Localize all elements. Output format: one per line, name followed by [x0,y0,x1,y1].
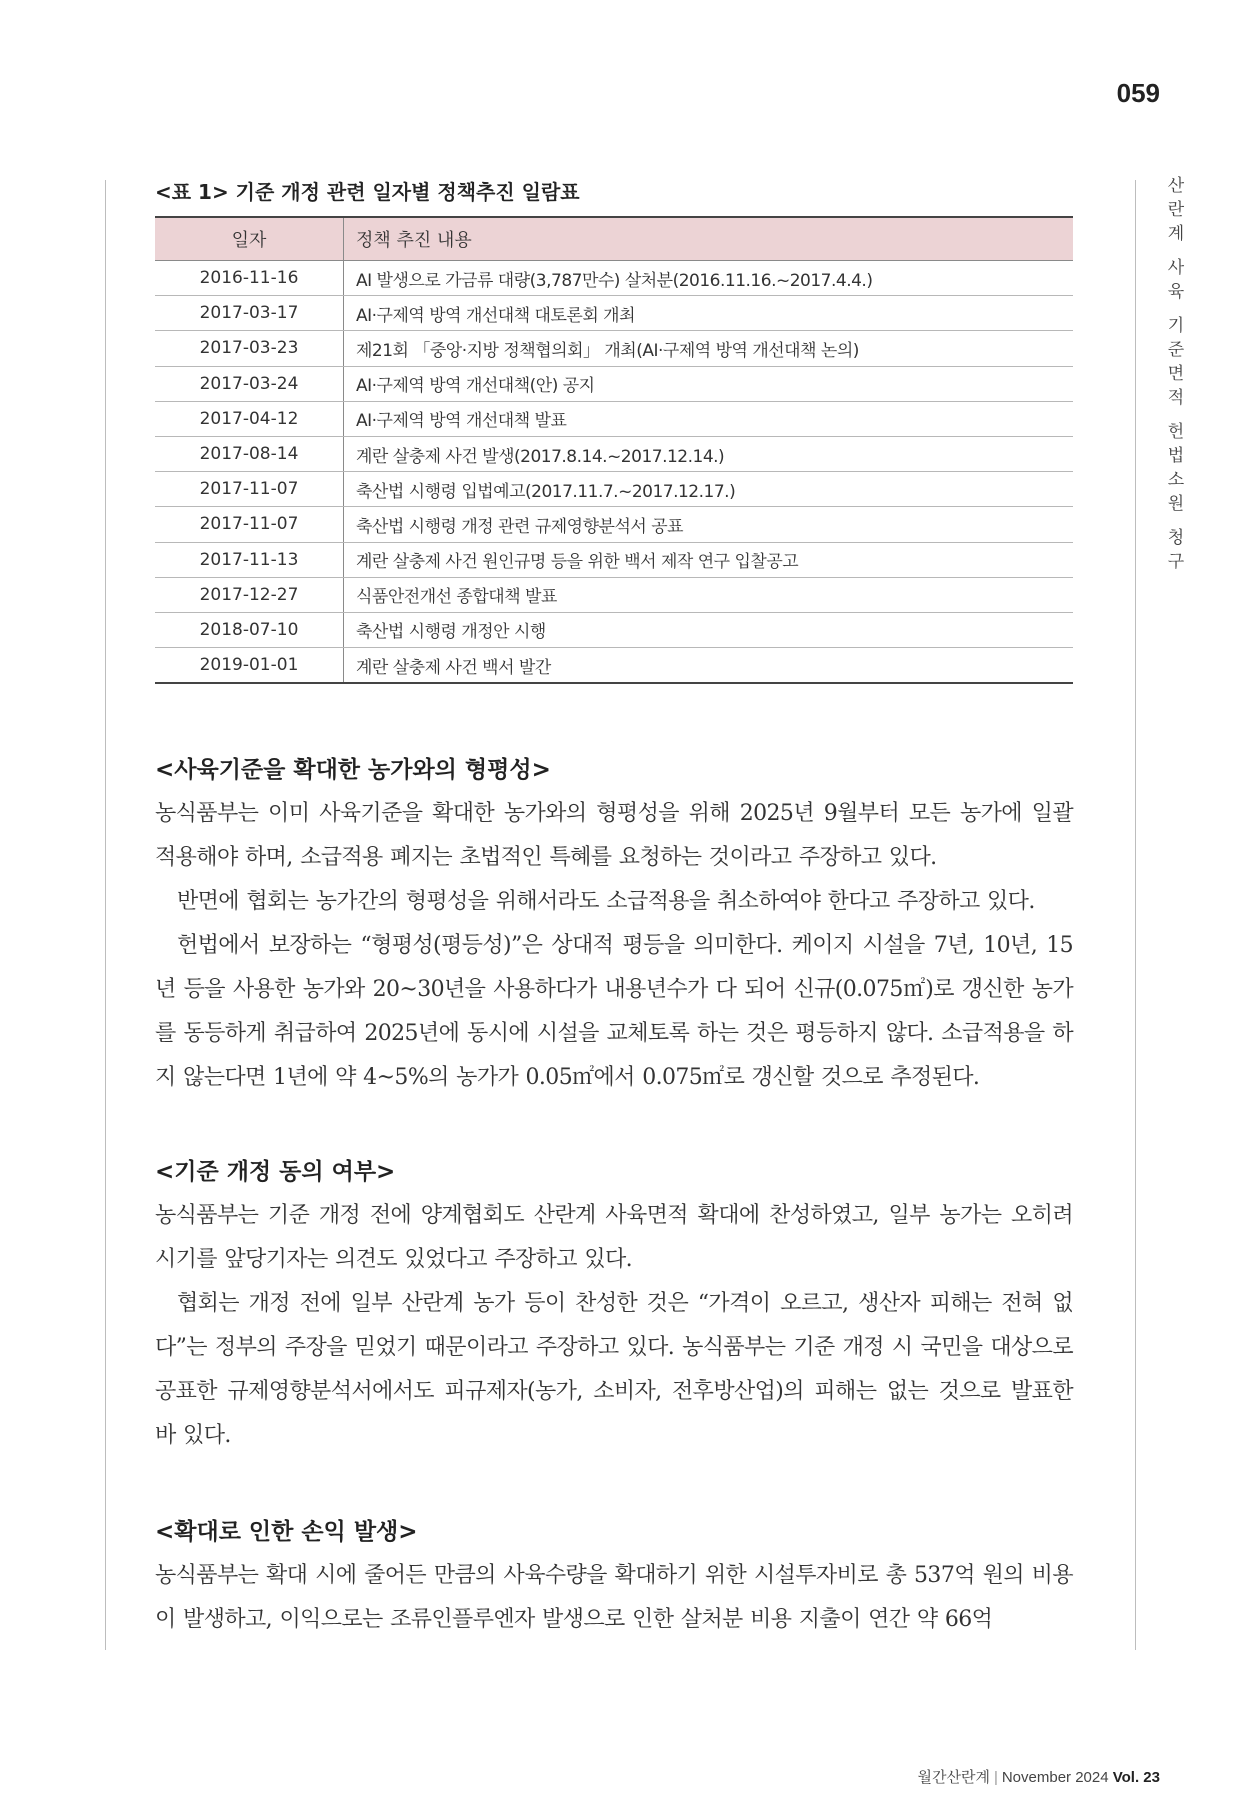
table-row [155,401,1073,436]
paragraph: 협회는 개정 전에 일부 산란계 농가 등이 찬성한 것은 “가격이 오르고, 생산자 피해는 전혀 없다”는 정부의 주장을 믿었기 때문이라고 주장하고 있다. 농식품부는 기준 개정 시 국민을 대상으로 공표한 규제영향분석서에서도 피규제자(농가, 소비자, 전후방산업)의 피해는 없는 것으로 발표한 바 있다. [155,1291,1073,1448]
vertical-section-title [1163,178,1189,578]
row-date: 2017-03-17 [155,296,344,331]
paragraph: 반면에 협회는 농가간의 형평성을 위해서라도 소급적용을 취소하여야 한다고 주장하고 있다. [177,889,1035,914]
side-title-char: 사 [1167,258,1185,278]
row-content: AI·구제역 방역 개선대책 발표 [344,401,1074,436]
side-title-char: 법 [1167,446,1185,466]
row-content: AI·구제역 방역 개선대책(안) 공지 [344,366,1074,401]
side-title-char: 구 [1167,552,1185,572]
table-header-row [155,217,1073,261]
side-title-char: 준 [1167,340,1185,360]
side-title-char: 계 [1167,224,1185,244]
table-row [155,261,1073,296]
side-title-char: 청 [1167,528,1185,548]
table-row [155,472,1073,507]
row-content: 계란 살충제 사건 발생(2017.8.14.~2017.12.14.) [344,436,1074,471]
table-row [155,296,1073,331]
side-title-char: 원 [1167,494,1185,514]
row-content: AI·구제역 방역 개선대책 대토론회 개최 [344,296,1074,331]
paragraph: 헌법에서 보장하는 “형평성(평등성)”은 상대적 평등을 의미한다. 케이지 시설을 7년, 10년, 15년 등을 사용한 농가와 20~30년을 사용하다가 내용년수가 다 되어 신규(0.075㎡)로 갱신한 농가를 동등하게 취급하여 2025년에 동시에 시설을 교체토록 하는 것은 평등하지 않다. 소급적용을 하지 않는다면 1년에 약 4~5%의 농가가 0.05㎡에서 0.075㎡로 갱신할 것으로 추정된다. [155,933,1073,1090]
section-heading: <기준 개정 동의 여부> [155,1159,396,1185]
page-footer [820,1766,1160,1787]
row-date: 2016-11-16 [155,261,344,296]
side-title-char: 소 [1167,470,1185,490]
row-date: 2017-12-27 [155,577,344,612]
row-content: 축산법 시행령 개정안 시행 [344,612,1074,647]
footer-separator: | [993,1769,998,1786]
paragraph: 농식품부는 기준 개정 전에 양계협회도 산란계 사육면적 확대에 찬성하였고, 일부 농가는 오히려 시기를 앞당기자는 의견도 있었다고 주장하고 있다. [155,1203,1073,1272]
row-content: 축산법 시행령 개정 관련 규제영향분석서 공표 [344,507,1074,542]
section-consent [155,1150,1073,1458]
row-date: 2017-04-12 [155,401,344,436]
side-title-char: 기 [1167,316,1185,336]
table-row [155,436,1073,471]
row-content: 제21회 「중앙·지방 정책협의회」 개최(AI·구제역 방역 개선대책 논의) [344,331,1074,366]
row-date: 2017-11-07 [155,472,344,507]
header-content: 정책 추진 내용 [344,217,1074,261]
row-content: 식품안전개선 종합대책 발표 [344,577,1074,612]
table-row [155,648,1073,684]
volume-number: Vol. 23 [1112,1769,1160,1786]
side-title-char: 산 [1167,176,1185,196]
policy-timeline-table [155,216,1073,684]
row-content: 계란 살충제 사건 원인규명 등을 위한 백서 제작 연구 입찰공고 [344,542,1074,577]
magazine-name: 월간산란계 [917,1769,990,1786]
side-title-char: 면 [1167,364,1185,384]
section-heading: <사육기준을 확대한 농가와의 형평성> [155,757,551,783]
row-date: 2017-11-07 [155,507,344,542]
left-margin-rule [105,180,106,1650]
row-date: 2017-03-23 [155,331,344,366]
table-row [155,507,1073,542]
row-content: AI 발생으로 가금류 대량(3,787만수) 살처분(2016.11.16.~2017.4.4.) [344,261,1074,296]
page-number: 059 [1116,78,1160,108]
row-date: 2017-08-14 [155,436,344,471]
issue-date: November 2024 [1001,1769,1109,1786]
row-date: 2019-01-01 [155,648,344,684]
table-row [155,577,1073,612]
row-content: 계란 살충제 사건 백서 발간 [356,657,551,678]
row-date: 2017-03-24 [155,366,344,401]
row-content: 축산법 시행령 입법예고(2017.11.7.~2017.12.17.) [344,472,1074,507]
side-title-char: 란 [1167,200,1185,220]
side-title-char: 육 [1167,282,1185,302]
section-heading: <확대로 인한 손익 발생> [155,1519,418,1545]
table-row [155,612,1073,647]
table-row [155,366,1073,401]
row-date: 2018-07-10 [155,612,344,647]
paragraph: 농식품부는 확대 시에 줄어든 만큼의 사육수량을 확대하기 위한 시설투자비로 총 537억 원의 비용이 발생하고, 이익으로는 조류인플루엔자 발생으로 인한 살처분 비용 지출이 연간 약 66억 [155,1563,1073,1632]
right-margin-rule [1135,180,1136,1650]
table-row [155,542,1073,577]
header-date: 일자 [155,217,344,261]
side-title-char: 헌 [1167,422,1185,442]
table-row [155,331,1073,366]
row-date: 2017-11-13 [155,542,344,577]
section-profit-loss [155,1510,1073,1642]
section-equity [155,748,1073,1100]
side-title-char: 적 [1167,388,1185,408]
table-caption: <표 1> 기준 개정 관련 일자별 정책추진 일람표 [155,180,580,204]
paragraph: 농식품부는 이미 사육기준을 확대한 농가와의 형평성을 위해 2025년 9월부터 모든 농가에 일괄 적용해야 하며, 소급적용 폐지는 초법적인 특혜를 요청하는 것이라고 주장하고 있다. [155,801,1073,870]
